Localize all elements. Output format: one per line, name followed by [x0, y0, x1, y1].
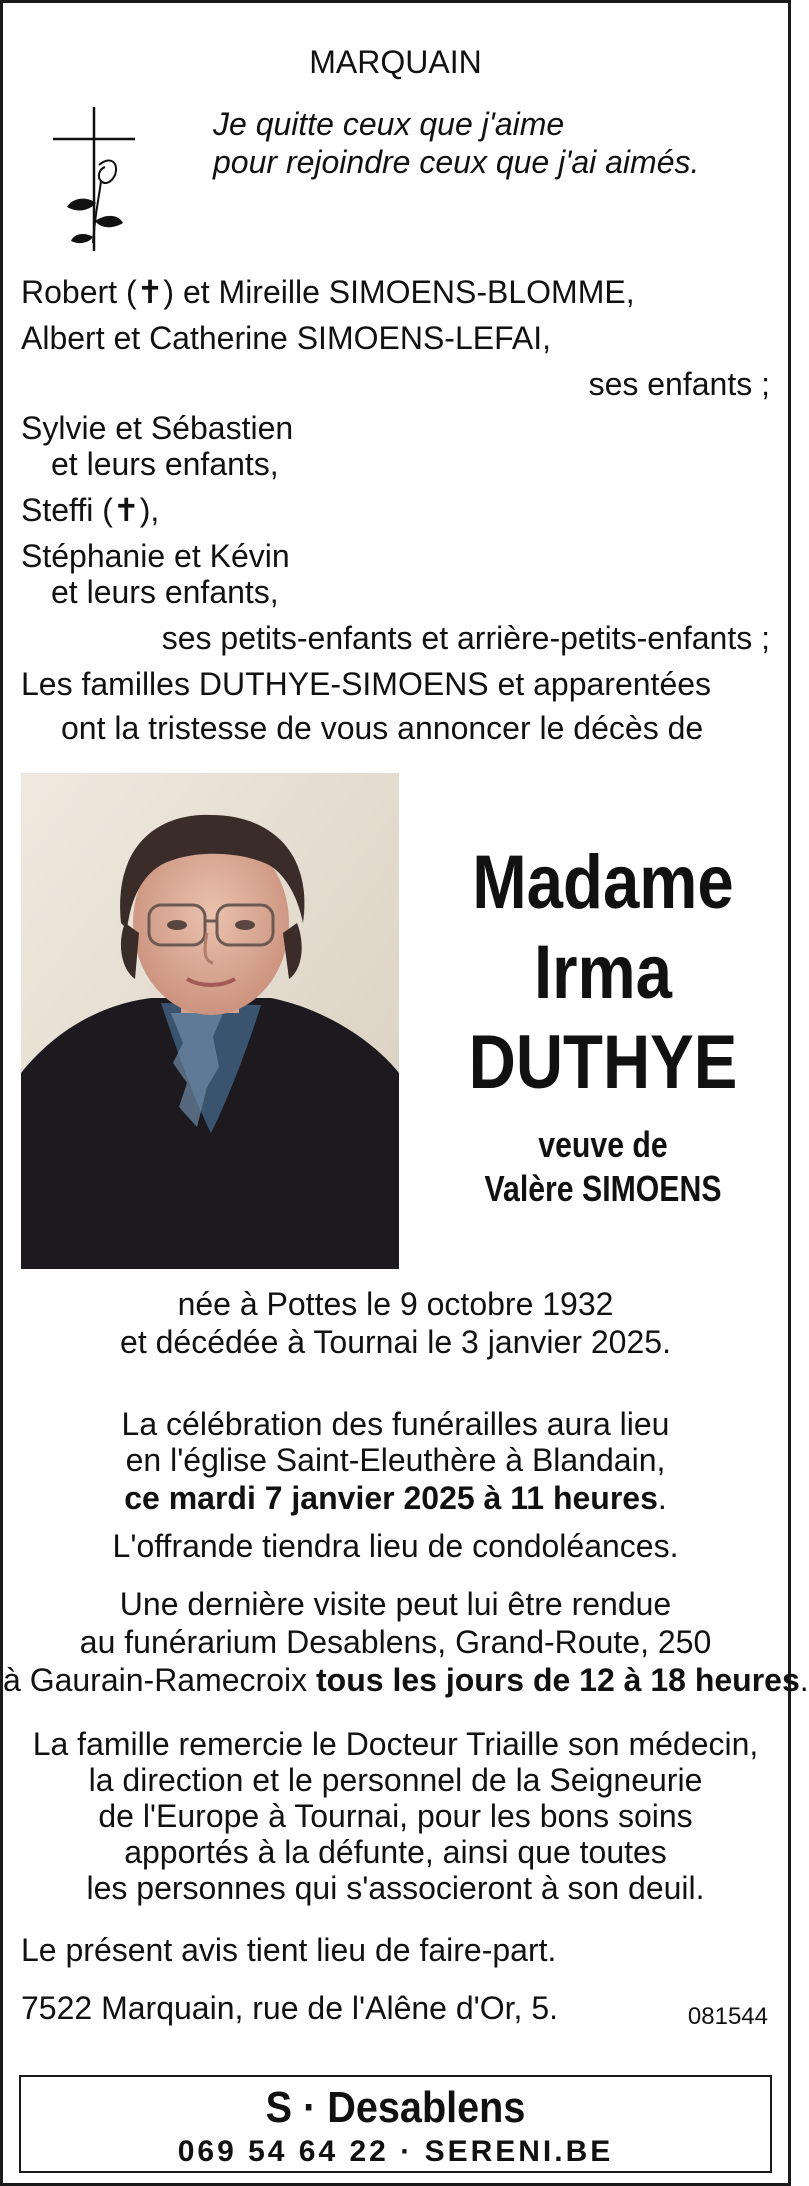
funeral-when-end: . — [657, 1480, 667, 1516]
visit-line-1: Une dernière visite peut lui être rendue — [119, 1586, 672, 1622]
logo-name: Desablens — [327, 2083, 526, 2132]
address-line: 7522 Marquain, rue de l'Alêne d'Or, 5. — [21, 1990, 558, 2026]
town-heading: MARQUAIN — [309, 44, 482, 80]
deceased-first-name: Irma — [533, 930, 673, 1015]
family-line-8: Les familles DUTHYE-SIMOENS et apparentées — [21, 666, 712, 702]
thanks-line-2: la direction et le personnel de la Seigneurie — [88, 1762, 703, 1798]
widow-label: veuve de — [538, 1124, 668, 1165]
offering-line: L'offrande tiendra lieu de condoléances. — [112, 1528, 679, 1564]
family-line-6: Stéphanie et Kévin — [21, 538, 290, 574]
visit-line-3 — [3, 1661, 809, 1699]
birth-line: née à Pottes le 9 octobre 1932 — [177, 1286, 614, 1322]
family-line-5: Steffi (✝), — [21, 492, 160, 528]
logo-prefix: S — [265, 2083, 293, 2132]
family-line-9: ont la tristesse de vous annoncer le décès de — [61, 710, 704, 746]
website: SERENI.BE — [424, 2135, 614, 2168]
portrait-photo — [21, 773, 399, 1269]
deceased-last-name: DUTHYE — [468, 1020, 738, 1105]
thanks-line-5: les personnes qui s'associeront à son deuil. — [86, 1870, 705, 1906]
thanks-line-4: apportés à la défunte, ainsi que toutes — [124, 1834, 667, 1870]
funeral-when-bold: ce mardi 7 janvier 2025 à 11 heures — [124, 1480, 658, 1516]
death-line: et décédée à Tournai le 3 janvier 2025. — [120, 1324, 671, 1360]
family-line-2: Albert et Catherine SIMOENS-LEFAI, — [21, 320, 551, 356]
family-line-3: Sylvie et Sébastien — [21, 410, 294, 446]
family-line-1: Robert (✝) et Mireille SIMOENS-BLOMME, — [21, 274, 635, 310]
funeral-home-logo — [58, 2083, 732, 2133]
visit-line-3-start: à Gaurain-Ramecroix — [3, 1662, 316, 1698]
deceased-title: Madame — [472, 840, 734, 925]
reference-number: 081544 — [687, 2003, 768, 2030]
contact-separator: · — [400, 2135, 414, 2168]
thanks-line-1: La famille remercie le Docteur Triaille son médecin, — [32, 1726, 759, 1762]
funeral-line-1: La célébration des funérailles aura lieu — [121, 1406, 670, 1442]
quote-line-2: pour rejoindre ceux que j'ai aimés. — [213, 144, 700, 180]
funeral-line-2: en l'église Saint-Eleuthère à Blandain, — [125, 1442, 666, 1478]
quote-line-1: Je quitte ceux que j'aime — [213, 106, 565, 142]
funeral-home-contact — [21, 2135, 770, 2169]
visit-hours: tous les jours de 12 à 18 heures — [316, 1662, 800, 1698]
family-line-7: et leurs enfants, — [51, 574, 279, 610]
visit-line-3-end: . — [799, 1662, 809, 1698]
visit-line-2: au funérarium Desablens, Grand-Route, 250 — [79, 1624, 712, 1660]
phone-number: 069 54 64 22 — [177, 2135, 389, 2168]
funeral-when — [3, 1479, 788, 1517]
logo-dot: · — [303, 2083, 317, 2132]
grandchildren-label: ses petits-enfants et arrière-petits-enfants ; — [161, 620, 770, 656]
notice-line: Le présent avis tient lieu de faire-part. — [21, 1932, 557, 1968]
cross-rose-icon — [49, 103, 139, 253]
family-line-4: et leurs enfants, — [51, 446, 279, 482]
spouse-name: Valère SIMOENS — [484, 1168, 722, 1209]
funeral-home-banner — [19, 2075, 772, 2173]
children-label: ses enfants ; — [588, 366, 770, 402]
portrait-illustration — [21, 773, 399, 1269]
thanks-line-3: de l'Europe à Tournai, pour les bons soins — [98, 1798, 693, 1834]
